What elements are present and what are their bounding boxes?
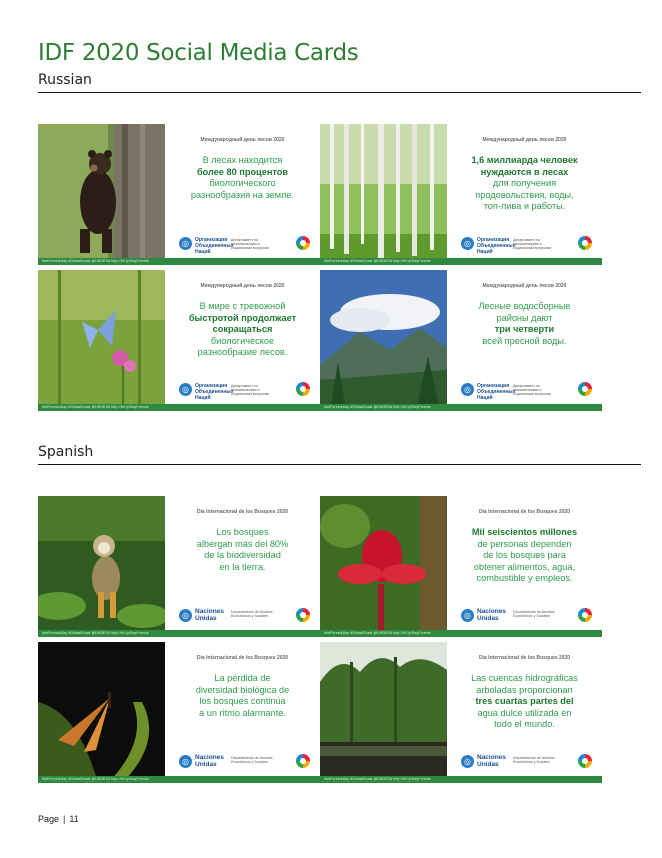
card-text-panel <box>447 496 602 637</box>
message-line: продовольствия, воды, <box>475 189 574 200</box>
card-eyebrow: Día Internacional de los Bosques 2020 <box>196 509 289 515</box>
logo-row <box>461 754 592 770</box>
page-separator: | <box>63 814 66 824</box>
hashtag-bar: #IntForestsDay #GlobalGoals @UNDESA http://bit.ly/DayForests <box>320 404 602 411</box>
un-name: Организация Объединенных Наций <box>477 383 516 401</box>
social-card <box>320 270 602 411</box>
card-eyebrow: Международный день лесов 2020 <box>482 283 567 289</box>
message-line: La pérdida de <box>214 673 271 683</box>
page-label: Page <box>38 814 60 824</box>
section-heading-spanish: Spanish <box>38 444 94 460</box>
card-message <box>455 527 594 585</box>
card-message <box>173 527 312 573</box>
social-card <box>38 496 320 637</box>
section-heading-russian: Russian <box>38 72 92 88</box>
card-text-panel <box>165 270 320 411</box>
department-name: Departamento de Asuntos Económicos y Sociales <box>513 610 555 619</box>
hashtag-bar: #IntForestsDay #GlobalGoals @UNDESA http://bit.ly/DayForests <box>320 630 602 637</box>
logo-row <box>179 608 310 624</box>
message-line: биологическое <box>210 335 275 346</box>
hashtag-bar: #IntForestsDay #GlobalGoals @UNDESA http://bit.ly/DayForests <box>38 630 320 637</box>
mountain-forest-photo <box>320 270 447 411</box>
un-name: Naciones Unidas <box>477 608 506 622</box>
message-line: топ-лива и работы. <box>483 201 566 211</box>
department-name: Departamento de Asuntos Económicos y Sociales <box>231 756 273 765</box>
logo-row <box>179 754 310 770</box>
hashtag-bar: #IntForestsDay #GlobalGoals @UNDESA http://bit.ly/DayForests <box>320 258 602 265</box>
document-title: IDF 2020 Social Media Cards <box>38 40 359 66</box>
card-text-panel <box>447 124 602 265</box>
un-emblem-icon: ◎ <box>179 755 192 768</box>
card-eyebrow: Международный день лесов 2020 <box>482 137 567 143</box>
desa-logo-icon <box>296 754 310 768</box>
message-line: для получения <box>492 178 557 188</box>
message-line: три четверти <box>494 324 555 334</box>
message-line: разнообразие лесов. <box>197 347 288 357</box>
desa-logo-icon <box>578 382 592 396</box>
message-line: более 80 процентов <box>196 166 289 177</box>
social-card <box>38 270 320 411</box>
logo-row <box>179 382 310 401</box>
message-line: agua dulce utilizada en <box>477 707 572 718</box>
social-card <box>320 124 602 265</box>
desa-logo-icon <box>296 236 310 250</box>
monkey-photo <box>38 496 165 637</box>
message-line: los bosques continúa <box>199 696 286 706</box>
message-line: combustible y empleos. <box>476 573 573 583</box>
message-line: В лесах находится <box>202 155 283 165</box>
message-line: de los bosques para <box>483 550 566 560</box>
page-number: 11 <box>69 814 79 824</box>
message-line: tres cuartas partes del <box>475 696 574 706</box>
message-line: de personas dependen <box>477 538 572 549</box>
message-line: de la biodiversidad <box>204 550 281 560</box>
card-eyebrow: Международный день лесов 2020 <box>200 283 285 289</box>
message-line: сокращаться <box>212 324 273 334</box>
card-message <box>173 673 312 719</box>
un-emblem-icon: ◎ <box>179 237 192 250</box>
page-footer <box>38 814 79 824</box>
card-text-panel <box>165 642 320 783</box>
department-name: Департамент по экономическим и социальным вопросам <box>513 384 551 397</box>
message-line: всей пресной воды. <box>482 335 567 346</box>
card-text-panel <box>447 642 602 783</box>
department-name: Департамент по экономическим и социальным вопросам <box>231 384 269 397</box>
un-name: Naciones Unidas <box>195 754 224 768</box>
social-card <box>38 124 320 265</box>
un-name: Naciones Unidas <box>477 754 506 768</box>
message-line: en la tierra. <box>219 561 266 572</box>
message-line: albergan más del 80% <box>196 538 289 549</box>
message-line: Los bosques <box>216 527 269 537</box>
message-line: Las cuencas hidrográficas <box>471 673 578 683</box>
logo-row <box>461 236 592 255</box>
hashtag-bar: #IntForestsDay #GlobalGoals @UNDESA http://bit.ly/DayForests <box>38 258 320 265</box>
card-eyebrow: Día Internacional de los Bosques 2020 <box>196 655 289 661</box>
butterfly-photo <box>38 270 165 411</box>
un-emblem-icon: ◎ <box>461 609 474 622</box>
social-card <box>320 642 602 783</box>
department-name: Departamento de Asuntos Económicos y Sociales <box>513 756 555 765</box>
message-line: районы дают <box>496 312 553 323</box>
message-line: arboladas proporcionan <box>476 684 573 695</box>
message-line: разнообразия на земле. <box>190 189 295 200</box>
message-line: todo el mundo. <box>494 719 555 729</box>
river-forest-photo <box>320 642 447 783</box>
message-line: a un ritmo alarmante. <box>199 707 286 718</box>
hashtag-bar: #IntForestsDay #GlobalGoals @UNDESA http://bit.ly/DayForests <box>320 776 602 783</box>
message-line: быстротой продолжает <box>188 312 297 323</box>
moth-photo <box>38 642 165 783</box>
section-rule <box>38 464 641 465</box>
department-name: Departamento de Asuntos Económicos y Sociales <box>231 610 273 619</box>
card-eyebrow: Día Internacional de los Bosques 2020 <box>478 655 571 661</box>
social-card <box>38 642 320 783</box>
hashtag-bar: #IntForestsDay #GlobalGoals @UNDESA http://bit.ly/DayForests <box>38 776 320 783</box>
card-eyebrow: Международный день лесов 2020 <box>200 137 285 143</box>
hashtag-bar: #IntForestsDay #GlobalGoals @UNDESA http://bit.ly/DayForests <box>38 404 320 411</box>
message-line: 1,6 миллиарда человек <box>471 155 578 165</box>
un-name: Naciones Unidas <box>195 608 224 622</box>
section-rule <box>38 92 641 93</box>
desa-logo-icon <box>296 608 310 622</box>
un-name: Организация Объединенных Наций <box>195 383 234 401</box>
card-text-panel <box>447 270 602 411</box>
un-emblem-icon: ◎ <box>179 383 192 396</box>
card-text-panel <box>165 124 320 265</box>
logo-row <box>179 236 310 255</box>
message-line: Mil seiscientos millones <box>471 527 578 537</box>
message-line: obtener alimentos, agua, <box>473 561 576 572</box>
message-line: В мире с тревожной <box>199 301 286 311</box>
un-emblem-icon: ◎ <box>461 755 474 768</box>
un-emblem-icon: ◎ <box>461 237 474 250</box>
desa-logo-icon <box>578 608 592 622</box>
un-emblem-icon: ◎ <box>461 383 474 396</box>
card-message <box>173 155 312 201</box>
red-flower-photo <box>320 496 447 637</box>
message-line: Лесные водосборные <box>478 301 571 311</box>
card-message <box>455 673 594 731</box>
birch-forest-photo <box>320 124 447 265</box>
un-name: Организация Объединенных Наций <box>477 237 516 255</box>
desa-logo-icon <box>296 382 310 396</box>
card-eyebrow: Día Internacional de los Bosques 2020 <box>478 509 571 515</box>
un-emblem-icon: ◎ <box>179 609 192 622</box>
card-message <box>455 301 594 347</box>
desa-logo-icon <box>578 754 592 768</box>
department-name: Департамент по экономическим и социальным вопросам <box>513 238 551 251</box>
message-line: биологического <box>209 178 276 188</box>
bear-cub-photo <box>38 124 165 265</box>
un-name: Организация Объединенных Наций <box>195 237 234 255</box>
desa-logo-icon <box>578 236 592 250</box>
social-card <box>320 496 602 637</box>
logo-row <box>461 608 592 624</box>
card-text-panel <box>165 496 320 637</box>
message-line: diversidad biológica de <box>195 684 290 695</box>
message-line: нуждаются в лесах <box>480 166 569 177</box>
logo-row <box>461 382 592 401</box>
card-message <box>455 155 594 213</box>
department-name: Департамент по экономическим и социальным вопросам <box>231 238 269 251</box>
card-message <box>173 301 312 359</box>
